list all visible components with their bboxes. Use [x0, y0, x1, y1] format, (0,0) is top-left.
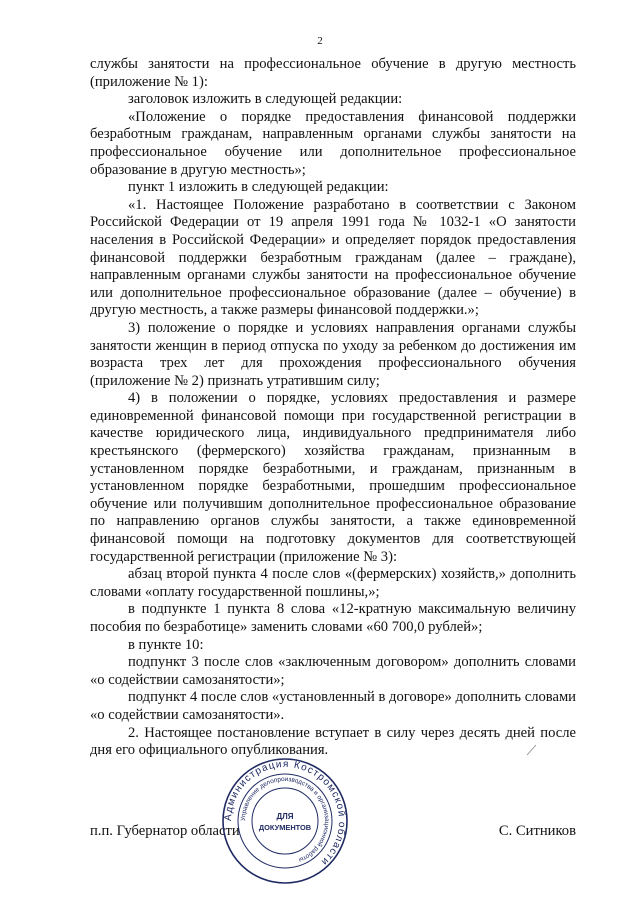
signature-position: п.п. Губернатор области [90, 823, 240, 839]
paragraph: 4) в положении о порядке, условиях предоставления и размере единовременной финансовой помощи при государственной регистрации в качестве юридического лица, индивидуального предпринимателя либо крестьянского (фермерского) хозяйства гражданам, признанным в установленном порядке безработными, и гражданам, признанным в установленном порядке безработными, прошедшим профессиональное обучение или получившим дополнительное профессиональное образование по направлению органов службы занятости, а также единовременной финансовой помощи на подготовку документов для соответствующей государственной регистрации (приложение № 3): [90, 390, 576, 565]
paragraph: в подпункте 1 пункта 8 слова «12-кратную максимальную величину пособия по безработице» заменить словами «60 700,0 рублей»; [90, 601, 576, 635]
stamp-center-line2: ДОКУМЕНТОВ [258, 823, 312, 832]
paragraph: подпункт 4 после слов «установленный в договоре» дополнить словами «о содействии самозанятости». [90, 689, 576, 723]
page-number: 2 [317, 35, 323, 47]
pen-mark [525, 743, 539, 757]
stamp-inner-text: Управление делопроизводства и организационной работы [239, 775, 331, 864]
paragraph: в пункте 10: [128, 636, 204, 653]
document-body [90, 56, 576, 760]
paragraph: заголовок изложить в следующей редакции: [128, 91, 403, 108]
paragraph: службы занятости на профессиональное обучение в другую местность (приложение № 1): [90, 56, 576, 90]
paragraph: подпункт 3 после слов «заключенным договором» дополнить словами «о содействии самозанятости»; [90, 654, 576, 688]
signature-name: С. Ситников [498, 823, 576, 839]
paragraph: 2. Настоящее постановление вступает в силу через десять дней после дня его официального опубликования. [90, 724, 576, 759]
stamp-outer-text: Администрация Костромской области [222, 758, 348, 868]
paragraph: пункт 1 изложить в следующей редакции: [128, 179, 389, 196]
paragraph: 3) положение о порядке и условиях направления органами службы занятости женщин в период отпуска по уходу за ребенком до достижения им возраста трех лет для прохождения профессионального обучения (приложение № 2) признать утратившим силу; [90, 319, 576, 389]
paragraph: «Положение о порядке предоставления финансовой поддержки безработным гражданам, направленным органами службы занятости на профессиональное обучение или дополнительное профессиональное образование в другую местность»; [90, 108, 576, 178]
paragraph: «1. Настоящее Положение разработано в соответствии с Законом Российской Федерации от 19 апреля 1991 года № 1032-1 «О занятости населения в Российской Федерации» и определяет порядок предоставления финансовой поддержки безработным гражданам (далее – граждане), направленным органами службы занятости на профессиональное обучение или дополнительное профессиональное образование (далее – обучение) в другую местность, а также размеры финансовой поддержки.»; [90, 196, 576, 319]
paragraph: абзац второй пункта 4 после слов «(фермерских) хозяйств,» дополнить словами «оплату государственной пошлины,»; [90, 566, 576, 600]
stamp-center-line1: ДЛЯ [276, 812, 294, 821]
official-stamp [220, 756, 350, 886]
